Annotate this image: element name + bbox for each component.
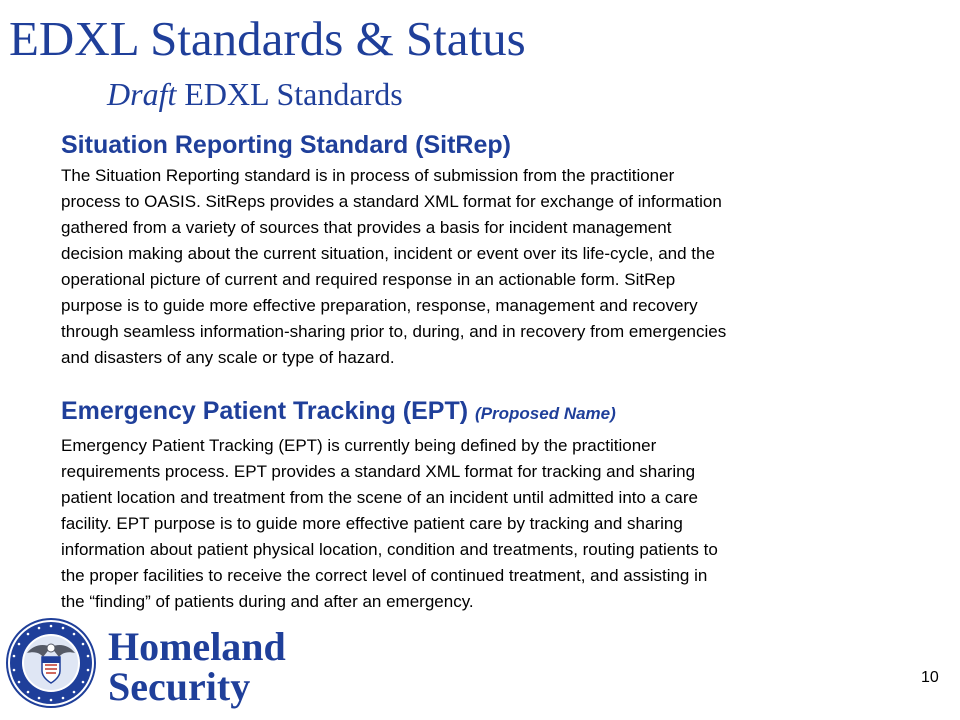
body-line: gathered from a variety of sources that provides a basis for incident management [61,218,672,237]
dhs-logo [0,613,300,713]
body-line: facility. EPT purpose is to guide more effective patient care by tracking and sharing [61,514,683,533]
section-heading-ept-text: Emergency Patient Tracking (EPT) [61,397,469,425]
body-line: decision making about the current situation, incident or event over its life-cycle, and the [61,244,715,263]
section-body-ept [61,433,911,615]
body-line: process to OASIS. SitReps provides a standard XML format for exchange of information [61,192,722,211]
body-line: purpose is to guide more effective preparation, response, management and recovery [61,296,698,315]
section-body-sitrep [61,163,911,371]
page-number: 10 [921,669,939,686]
body-line: operational picture of current and required response in an actionable form. SitRep [61,270,676,289]
body-line: the proper facilities to receive the correct level of continued treatment, and assisting in [61,566,708,585]
slide-subtitle [107,78,403,110]
body-line: information about patient physical location, condition and treatments, routing patients to [61,540,718,559]
logo-word-homeland: Homeland [108,624,286,669]
slide-title: EDXL Standards & Status [9,11,526,66]
subtitle-rest: EDXL Standards [176,76,403,112]
dhs-seal-icon [5,617,97,709]
body-line: Emergency Patient Tracking (EPT) is currently being defined by the practitioner [61,436,657,455]
body-line: requirements process. EPT provides a standard XML format for tracking and sharing [61,462,696,481]
section-heading-sitrep: Situation Reporting Standard (SitRep) [61,131,511,159]
subtitle-italic: Draft [107,76,177,112]
body-line: through seamless information-sharing prior to, during, and in recovery from emergencies [61,322,727,341]
body-line: and disasters of any scale or type of hazard. [61,348,395,367]
section-heading-ept [61,399,616,424]
body-line: the “finding” of patients during and after an emergency. [61,592,474,611]
logo-word-security: Security [108,664,251,709]
body-line: patient location and treatment from the scene of an incident until admitted into a care [61,488,698,507]
body-line: The Situation Reporting standard is in process of submission from the practitioner [61,166,675,185]
proposed-name-note: (Proposed Name) [475,404,616,423]
